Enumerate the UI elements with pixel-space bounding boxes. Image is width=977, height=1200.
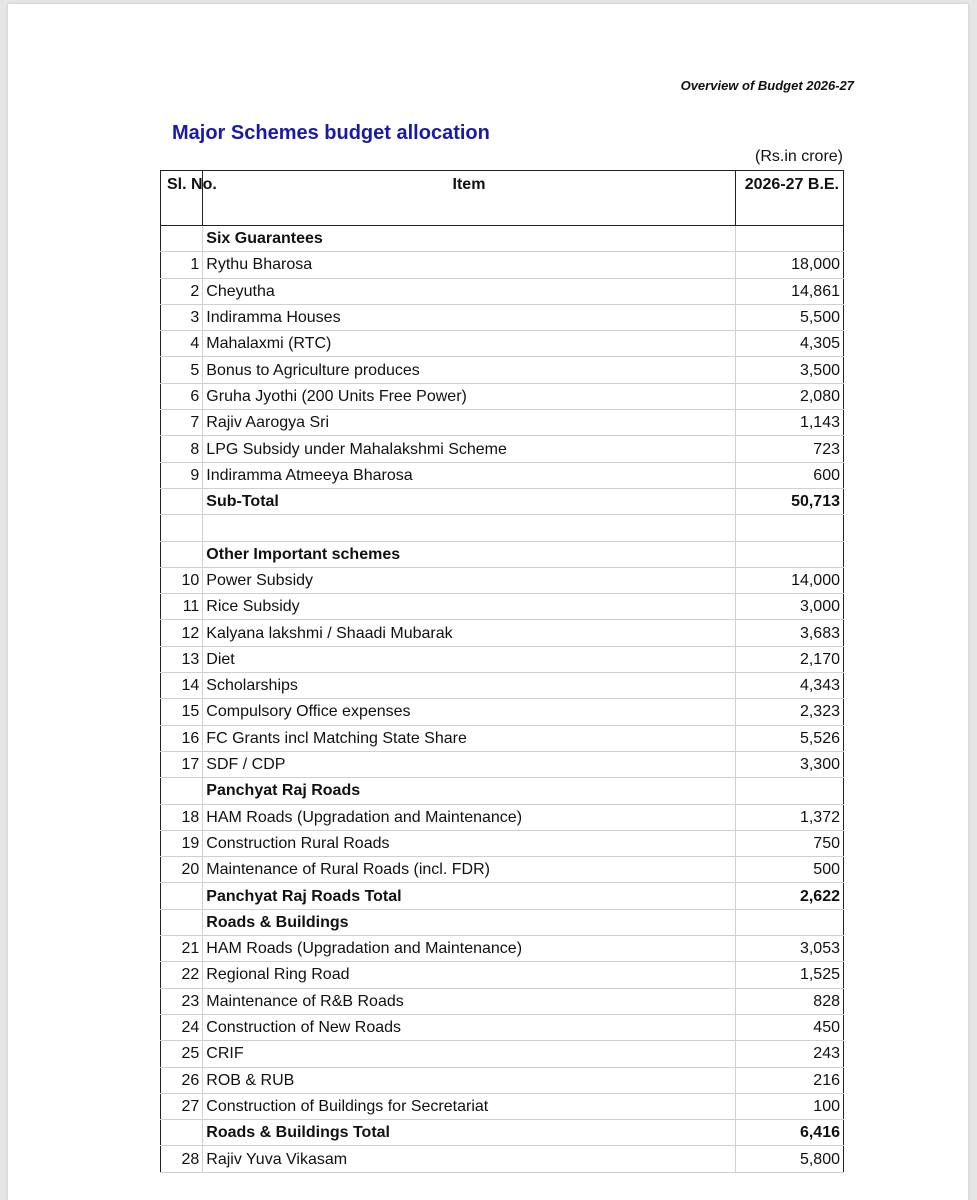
table-header-row bbox=[161, 171, 844, 226]
table-row bbox=[161, 751, 844, 777]
sl-cell: 15 bbox=[161, 699, 203, 725]
table-row bbox=[161, 410, 844, 436]
sl-cell: 22 bbox=[161, 962, 203, 988]
table-row bbox=[161, 725, 844, 751]
table-row bbox=[161, 357, 844, 383]
table-row bbox=[161, 252, 844, 278]
table-row bbox=[161, 567, 844, 593]
table-row bbox=[161, 383, 844, 409]
budget-estimate-cell: 5,526 bbox=[735, 725, 843, 751]
sl-cell bbox=[161, 515, 203, 541]
item-cell: HAM Roads (Upgradation and Maintenance) bbox=[203, 804, 735, 830]
item-cell: Mahalaxmi (RTC) bbox=[203, 331, 735, 357]
item-cell: SDF / CDP bbox=[203, 751, 735, 777]
table-row bbox=[161, 462, 844, 488]
budget-estimate-cell: 600 bbox=[735, 462, 843, 488]
budget-estimate-cell: 3,500 bbox=[735, 357, 843, 383]
sl-cell: 21 bbox=[161, 936, 203, 962]
budget-estimate-cell: 1,525 bbox=[735, 962, 843, 988]
sl-cell: 26 bbox=[161, 1067, 203, 1093]
item-cell: Gruha Jyothi (200 Units Free Power) bbox=[203, 383, 735, 409]
item-cell: Panchyat Raj Roads Total bbox=[203, 883, 735, 909]
budget-estimate-cell: 243 bbox=[735, 1041, 843, 1067]
item-cell: Construction of Buildings for Secretariat bbox=[203, 1093, 735, 1119]
table-row bbox=[161, 1041, 844, 1067]
item-cell: Indiramma Atmeeya Bharosa bbox=[203, 462, 735, 488]
table-row bbox=[161, 304, 844, 330]
sl-cell: 2 bbox=[161, 278, 203, 304]
item-cell: Rajiv Aarogya Sri bbox=[203, 410, 735, 436]
item-cell: Panchyat Raj Roads bbox=[203, 778, 735, 804]
budget-estimate-cell: 18,000 bbox=[735, 252, 843, 278]
item-cell: Bonus to Agriculture produces bbox=[203, 357, 735, 383]
budget-estimate-cell: 828 bbox=[735, 988, 843, 1014]
table-row bbox=[161, 988, 844, 1014]
item-cell: Rajiv Yuva Vikasam bbox=[203, 1146, 735, 1172]
item-cell: CRIF bbox=[203, 1041, 735, 1067]
table-row bbox=[161, 594, 844, 620]
budget-estimate-cell bbox=[735, 778, 843, 804]
blank-row bbox=[161, 515, 844, 541]
item-cell: ROB & RUB bbox=[203, 1067, 735, 1093]
table-body bbox=[161, 226, 844, 1173]
budget-estimate-cell: 14,000 bbox=[735, 567, 843, 593]
item-cell: Compulsory Office expenses bbox=[203, 699, 735, 725]
budget-estimate-cell: 3,000 bbox=[735, 594, 843, 620]
sl-cell: 9 bbox=[161, 462, 203, 488]
column-header-budget-estimate: 2026-27 B.E. bbox=[735, 171, 843, 226]
sl-cell: 23 bbox=[161, 988, 203, 1014]
table-row bbox=[161, 1014, 844, 1040]
table-row bbox=[161, 804, 844, 830]
table-row bbox=[161, 620, 844, 646]
item-cell: Construction of New Roads bbox=[203, 1014, 735, 1040]
budget-estimate-cell: 1,372 bbox=[735, 804, 843, 830]
item-cell bbox=[203, 515, 735, 541]
table-row bbox=[161, 962, 844, 988]
document-header-label: Overview of Budget 2026-27 bbox=[680, 78, 854, 93]
sl-cell bbox=[161, 488, 203, 514]
budget-estimate-cell: 3,053 bbox=[735, 936, 843, 962]
total-row bbox=[161, 883, 844, 909]
table-row bbox=[161, 1067, 844, 1093]
sl-cell: 1 bbox=[161, 252, 203, 278]
sl-cell bbox=[161, 883, 203, 909]
sl-cell: 11 bbox=[161, 594, 203, 620]
item-cell: Rythu Bharosa bbox=[203, 252, 735, 278]
sl-cell: 16 bbox=[161, 725, 203, 751]
budget-estimate-cell: 5,800 bbox=[735, 1146, 843, 1172]
sl-cell: 19 bbox=[161, 830, 203, 856]
item-cell: Maintenance of R&B Roads bbox=[203, 988, 735, 1014]
item-cell: Cheyutha bbox=[203, 278, 735, 304]
budget-estimate-cell: 6,416 bbox=[735, 1120, 843, 1146]
item-cell: Diet bbox=[203, 646, 735, 672]
page-title: Major Schemes budget allocation bbox=[172, 122, 490, 144]
item-cell: Six Guarantees bbox=[203, 226, 735, 252]
table-row bbox=[161, 1146, 844, 1172]
item-cell: Sub-Total bbox=[203, 488, 735, 514]
budget-estimate-cell: 750 bbox=[735, 830, 843, 856]
sl-cell: 3 bbox=[161, 304, 203, 330]
sl-cell: 6 bbox=[161, 383, 203, 409]
table-row bbox=[161, 830, 844, 856]
sl-cell bbox=[161, 226, 203, 252]
item-cell: Indiramma Houses bbox=[203, 304, 735, 330]
item-cell: Kalyana lakshmi / Shaadi Mubarak bbox=[203, 620, 735, 646]
item-cell: Construction Rural Roads bbox=[203, 830, 735, 856]
item-cell: FC Grants incl Matching State Share bbox=[203, 725, 735, 751]
budget-estimate-cell: 100 bbox=[735, 1093, 843, 1119]
table-row bbox=[161, 278, 844, 304]
unit-label: (Rs.in crore) bbox=[754, 148, 843, 165]
sl-cell: 24 bbox=[161, 1014, 203, 1040]
item-cell: Maintenance of Rural Roads (incl. FDR) bbox=[203, 857, 735, 883]
budget-estimate-cell: 2,622 bbox=[735, 883, 843, 909]
table-row bbox=[161, 436, 844, 462]
table-row bbox=[161, 673, 844, 699]
section-header-row bbox=[161, 778, 844, 804]
item-cell: Scholarships bbox=[203, 673, 735, 699]
budget-estimate-cell bbox=[735, 541, 843, 567]
table-row bbox=[161, 646, 844, 672]
budget-estimate-cell: 3,683 bbox=[735, 620, 843, 646]
column-header-item: Item bbox=[203, 171, 735, 226]
item-cell: Roads & Buildings bbox=[203, 909, 735, 935]
sl-cell: 27 bbox=[161, 1093, 203, 1119]
sl-cell bbox=[161, 778, 203, 804]
section-header-row bbox=[161, 541, 844, 567]
item-cell: HAM Roads (Upgradation and Maintenance) bbox=[203, 936, 735, 962]
item-cell: Power Subsidy bbox=[203, 567, 735, 593]
item-cell: Rice Subsidy bbox=[203, 594, 735, 620]
table-row bbox=[161, 936, 844, 962]
budget-estimate-cell bbox=[735, 515, 843, 541]
budget-estimate-cell: 450 bbox=[735, 1014, 843, 1040]
sl-cell: 12 bbox=[161, 620, 203, 646]
budget-estimate-cell: 2,080 bbox=[735, 383, 843, 409]
section-header-row bbox=[161, 226, 844, 252]
budget-estimate-cell: 500 bbox=[735, 857, 843, 883]
item-cell: Other Important schemes bbox=[203, 541, 735, 567]
table-row bbox=[161, 331, 844, 357]
budget-estimate-cell: 14,861 bbox=[735, 278, 843, 304]
sl-cell: 10 bbox=[161, 567, 203, 593]
budget-estimate-cell: 50,713 bbox=[735, 488, 843, 514]
total-row bbox=[161, 1120, 844, 1146]
sl-cell: 17 bbox=[161, 751, 203, 777]
sl-cell: 8 bbox=[161, 436, 203, 462]
sl-cell bbox=[161, 541, 203, 567]
budget-estimate-cell: 2,170 bbox=[735, 646, 843, 672]
sl-cell: 25 bbox=[161, 1041, 203, 1067]
sl-cell bbox=[161, 1120, 203, 1146]
item-cell: LPG Subsidy under Mahalakshmi Scheme bbox=[203, 436, 735, 462]
budget-estimate-cell: 5,500 bbox=[735, 304, 843, 330]
budget-estimate-cell bbox=[735, 909, 843, 935]
budget-table bbox=[160, 170, 844, 1173]
item-cell: Regional Ring Road bbox=[203, 962, 735, 988]
sl-cell: 5 bbox=[161, 357, 203, 383]
sl-cell: 18 bbox=[161, 804, 203, 830]
budget-estimate-cell: 3,300 bbox=[735, 751, 843, 777]
table-row bbox=[161, 1093, 844, 1119]
budget-estimate-cell: 2,323 bbox=[735, 699, 843, 725]
table-row bbox=[161, 699, 844, 725]
budget-estimate-cell: 1,143 bbox=[735, 410, 843, 436]
budget-estimate-cell: 4,343 bbox=[735, 673, 843, 699]
sl-cell: 4 bbox=[161, 331, 203, 357]
budget-estimate-cell: 723 bbox=[735, 436, 843, 462]
sl-cell: 13 bbox=[161, 646, 203, 672]
item-cell: Roads & Buildings Total bbox=[203, 1120, 735, 1146]
sl-cell bbox=[161, 909, 203, 935]
budget-estimate-cell: 4,305 bbox=[735, 331, 843, 357]
total-row bbox=[161, 488, 844, 514]
section-header-row bbox=[161, 909, 844, 935]
sl-cell: 28 bbox=[161, 1146, 203, 1172]
budget-estimate-cell bbox=[735, 226, 843, 252]
sl-cell: 14 bbox=[161, 673, 203, 699]
sl-cell: 20 bbox=[161, 857, 203, 883]
table-row bbox=[161, 857, 844, 883]
sl-cell: 7 bbox=[161, 410, 203, 436]
budget-estimate-cell: 216 bbox=[735, 1067, 843, 1093]
column-header-sl-no: Sl. No. bbox=[161, 171, 203, 226]
